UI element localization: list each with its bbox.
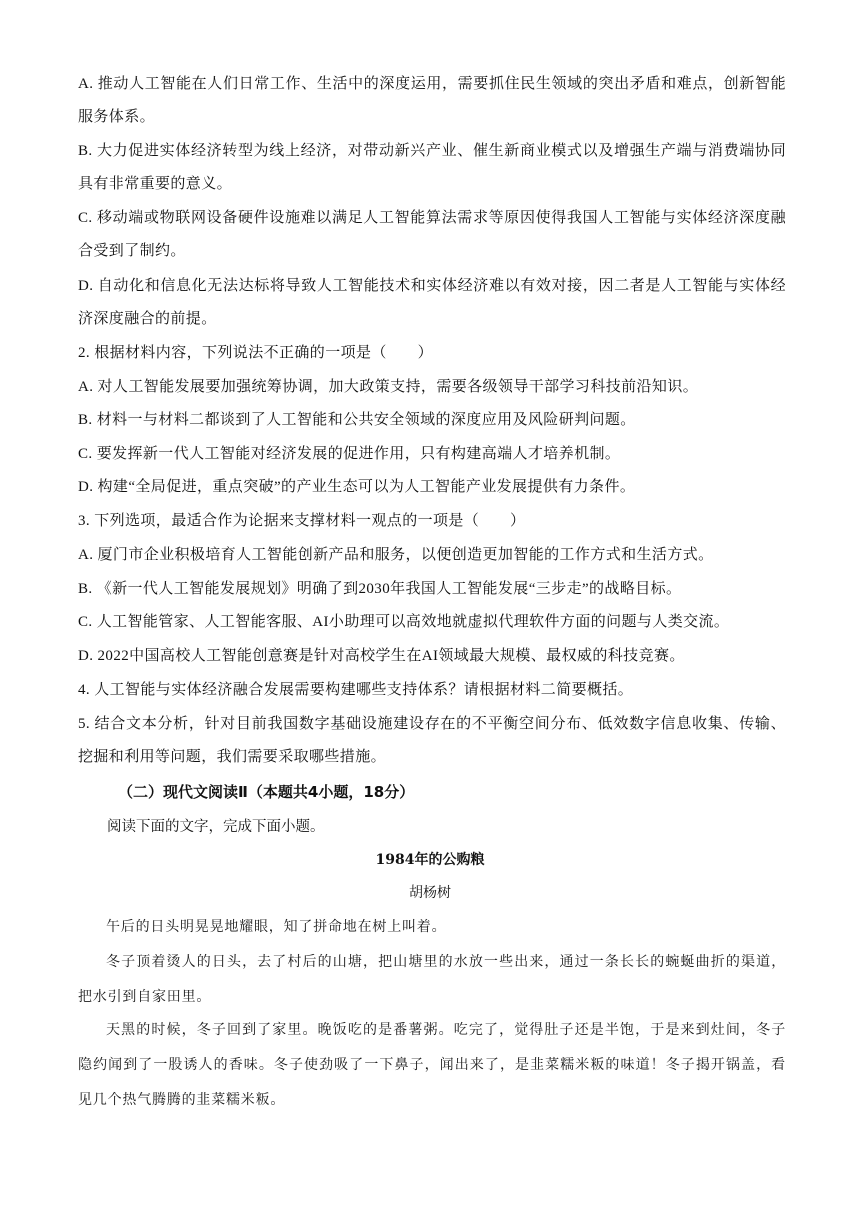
q1-option-c: C. 移动端或物联网设备硬件设施难以满足人工智能算法需求等原因使得我国人工智能与实体经济深度融合受到了制约。 — [78, 210, 786, 259]
q3-option-d: D. 2022中国高校人工智能创意赛是针对高校学生在AI领域最大规模、最权威的科技竞赛。 — [78, 648, 685, 664]
story-author: 胡杨树 — [409, 885, 451, 901]
story-paragraph: 冬子顶着烫人的日头，去了村后的山塘，把山塘里的水放一些出来，通过一条长长的蜿蜒曲折的渠道，把水引到自家田里。 — [78, 954, 786, 1005]
story-paragraph: 午后的日头明晃晃地耀眼，知了拼命地在树上叫着。 — [106, 919, 447, 935]
reading-instruction: 阅读下面的文字，完成下面小题。 — [107, 819, 325, 835]
q3-option-b: B. 《新一代人工智能发展规划》明确了到2030年我国人工智能发展“三步走”的战略目标。 — [78, 581, 682, 597]
q2-stem: 2. 根据材料内容，下列说法不正确的一项是（ ） — [78, 345, 434, 361]
q2-option-c: C. 要发挥新一代人工智能对经济发展的促进作用，只有构建高端人才培养机制。 — [78, 446, 621, 462]
q1-option-b: B. 大力促进实体经济转型为线上经济，对带动新兴产业、催生新商业模式以及增强生产端与消费端协同具有非常重要的意义。 — [78, 143, 786, 192]
q2-option-b: B. 材料一与材料二都谈到了人工智能和公共安全领域的深度应用及风险研判问题。 — [78, 412, 636, 428]
section-heading: （二）现代文阅读Ⅱ（本题共4小题，18分） — [118, 783, 415, 801]
q5-stem: 5. 结合文本分析，针对目前我国数字基础设施建设存在的不平衡空间分布、低效数字信息收集、传输、挖掘和利用等问题，我们需要采取哪些措施。 — [78, 716, 786, 765]
q1-option-a: A. 推动人工智能在人们日常工作、生活中的深度运用，需要抓住民生领域的突出矛盾和难点，创新智能服务体系。 — [78, 76, 786, 125]
q3-option-a: A. 厦门市企业积极培育人工智能创新产品和服务，以便创造更加智能的工作方式和生活方式。 — [78, 547, 714, 563]
q3-option-c: C. 人工智能管家、人工智能客服、AI小助理可以高效地就虚拟代理软件方面的问题与人类交流。 — [78, 614, 730, 630]
q3-stem: 3. 下列选项，最适合作为论据来支撑材料一观点的一项是（ ） — [78, 513, 526, 529]
q2-option-d: D. 构建“全局促进，重点突破”的产业生态可以为人工智能产业发展提供有力条件。 — [78, 479, 636, 495]
q1-option-d: D. 自动化和信息化无法达标将导致人工智能技术和实体经济难以有效对接，因二者是人工智能与实体经济深度融合的前提。 — [78, 278, 786, 327]
q4-stem: 4. 人工智能与实体经济融合发展需要构建哪些支持体系？请根据材料二简要概括。 — [78, 682, 634, 698]
story-paragraph: 天黑的时候，冬子回到了家里。晚饭吃的是番薯粥。吃完了，觉得肚子还是半饱，于是来到灶间，冬子隐约闻到了一股诱人的香味。冬子使劲吸了一下鼻子，闻出来了，是韭菜糯米粄的味道！冬子揭开锅盖，看见几个热气腾腾的韭菜糯米粄。 — [78, 1022, 786, 1108]
story-title: 1984年的公购粮 — [375, 852, 485, 868]
q2-option-a: A. 对人工智能发展要加强统筹协调，加大政策支持，需要各级领导干部学习科技前沿知识。 — [78, 379, 699, 395]
